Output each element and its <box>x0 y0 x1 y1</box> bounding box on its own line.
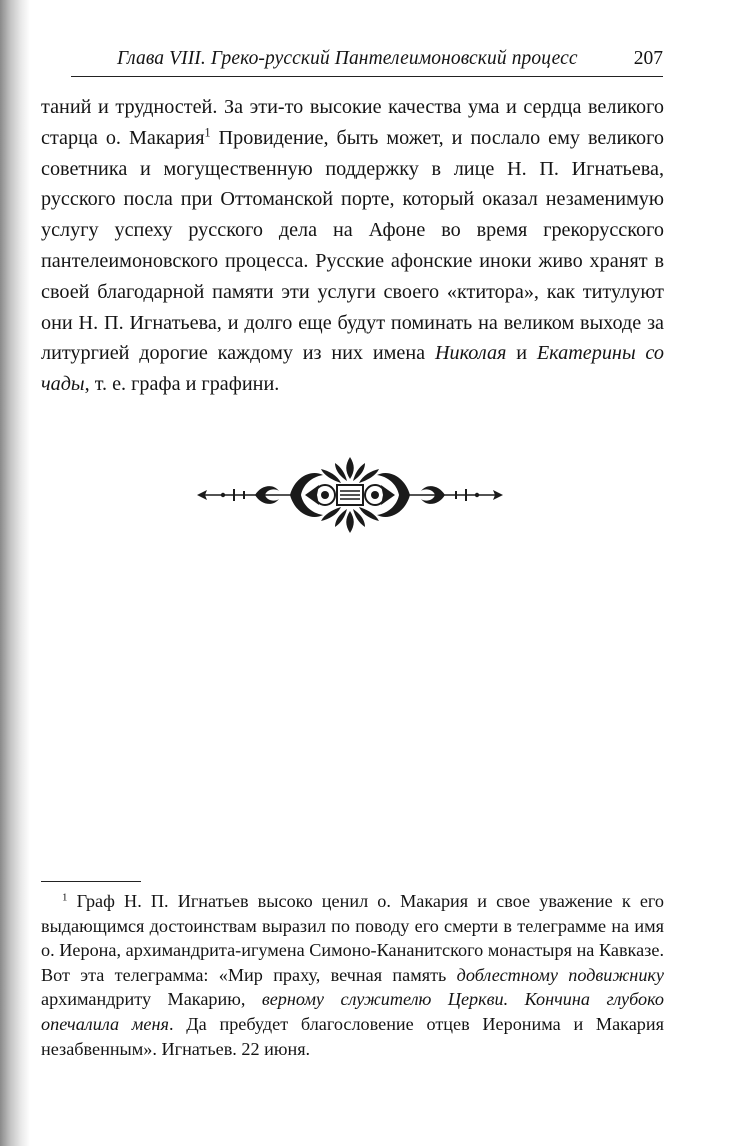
text-segment: Провидение, быть может, и послало ему великого советника и могущественную поддержку в лице Н. П. Игнатьева, русского посла при Оттоманской порте, который оказал незаменимую услугу успеху русского дела на Афоне во время грекорусского пантелеимоновского процесса. Русские афонские иноки живо хранят в своей благодарной памяти эти услуги своего «ктитора», как титулуют они Н. П. Игнатьева, и долго еще будут поминать на великом выходе за литургией дорогие каждому из них имена <box>41 126 664 365</box>
decorative-vignette-icon <box>195 455 505 535</box>
running-header <box>71 46 663 77</box>
page-number: 207 <box>633 48 663 69</box>
running-title: Глава VIII. Греко-русский Пантелеимоновский процесс <box>117 48 578 69</box>
footnote-number: 1 <box>62 891 68 904</box>
page-spine-shadow <box>0 0 30 1146</box>
italic-name-ekaterina: Екатерины со чады <box>41 342 664 396</box>
italic-name-nikolai: Николая <box>434 342 507 365</box>
text-segment: Граф Н. П. Игнатьев высоко ценил о. Макария и свое уважение к его выдающимся достоинствам выразил по поводу его смерти в телеграмме на имя о. Иерона, архимандрита-игумена Симоно-Кананитского монастыря на Кавказе. Вот эта телеграмма: «Мир праху, вечная память <box>41 891 664 985</box>
italic-phrase: доблестному подвижнику <box>456 964 664 985</box>
text-segment: . Да пребудет благословение отцев Иеронима и Макария незабвенным». Игнатьев. 22 июня. <box>41 1013 664 1059</box>
text-segment: таний и трудностей. За эти-то высокие качества ума и сердца великого старца о. Макария <box>41 96 664 149</box>
text-segment: архимандриту Макарию, <box>41 989 262 1010</box>
text-segment: и <box>506 342 537 365</box>
footnote <box>41 889 664 1061</box>
main-paragraph <box>41 92 664 400</box>
footnote-separator <box>41 881 141 882</box>
italic-phrase: верному служителю Церкви. Кончина глубоко опечалила меня <box>41 989 664 1034</box>
footnote-marker[interactable]: 1 <box>204 125 211 140</box>
text-segment: , т. е. графа и графини. <box>84 373 280 396</box>
